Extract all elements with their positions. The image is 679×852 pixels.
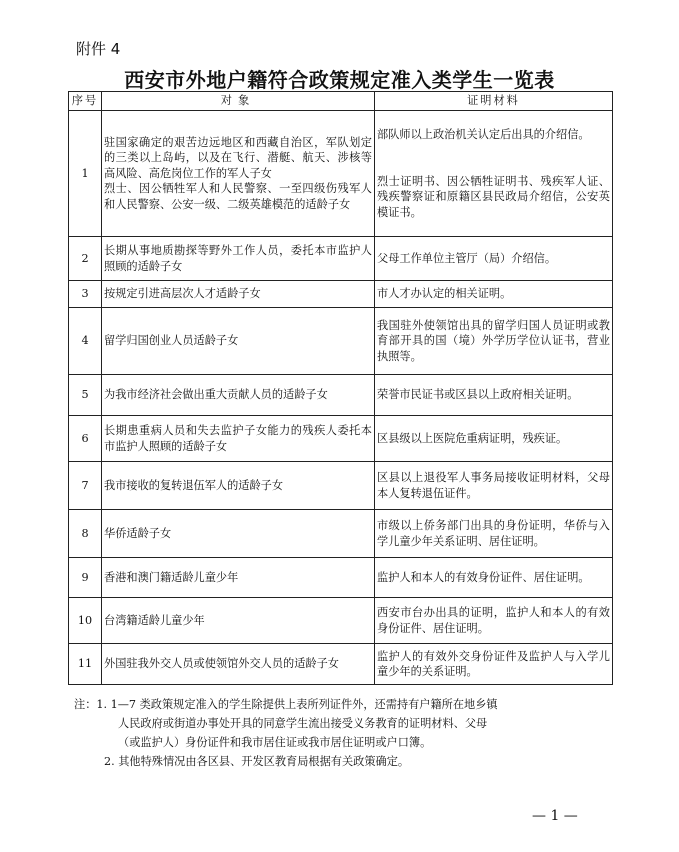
note-1-cont: 人民政府或街道办事处开具的同意学生流出接受义务教育的证明材料、父母: [118, 717, 488, 730]
table-row: [69, 510, 613, 558]
row-object: 我市接收的复转退伍军人的适龄子女: [102, 462, 375, 510]
row-proof: 我国驻外使领馆出具的留学归国人员证明或教育部开具的国（境）外学历学位认证书，营业执照等。: [375, 308, 613, 375]
note-2: 2. 其他特殊情况由各区县、开发区教育局根据有关政策确定。: [104, 755, 410, 768]
table-header-row: [69, 92, 613, 111]
row-proof: 监护人和本人的有效身份证件、居住证明。: [375, 558, 613, 598]
row-proof: 区县以上退役军人事务局接收证明材料，父母本人复转退伍证件。: [375, 462, 613, 510]
row-number: 11: [69, 644, 102, 685]
table-row: [69, 644, 613, 685]
row-number: 5: [69, 375, 102, 416]
row-number: 9: [69, 558, 102, 598]
attachment-label: 附件 4: [76, 40, 121, 58]
row-proof: 父母工作单位主管厅（局）介绍信。: [375, 237, 613, 281]
table-row: [69, 598, 613, 644]
note-1-cont2: （或监护人）身份证件和我市居住证或我市居住证明或户口簿。: [118, 736, 432, 749]
row-number: 10: [69, 598, 102, 644]
notes: [74, 695, 619, 771]
row-object: 华侨适龄子女: [102, 510, 375, 558]
table-row: [69, 308, 613, 375]
row-number: 2: [69, 237, 102, 281]
row-proof: 部队师以上政治机关认定后出具的介绍信。 烈士证明书、因公牺牲证明书、残疾军人证、残疾警察证和原籍区县民政局介绍信，公安英模证书。: [375, 111, 613, 237]
header-object: 对象: [102, 92, 375, 111]
row-number: 7: [69, 462, 102, 510]
row-proof: 市级以上侨务部门出具的身份证明，华侨与入学儿童少年关系证明、居住证明。: [375, 510, 613, 558]
table-row: [69, 281, 613, 308]
table-row: [69, 416, 613, 462]
table-row: [69, 558, 613, 598]
row-proof: 监护人的有效外交身份证件及监护人与入学儿童少年的关系证明。: [375, 644, 613, 685]
row-object: 长期从事地质勘探等野外工作人员，委托本市监护人照顾的适龄子女: [102, 237, 375, 281]
row-number: 3: [69, 281, 102, 308]
row-proof: 区县级以上医院危重病证明，残疾证。: [375, 416, 613, 462]
header-number: 序号: [69, 92, 102, 111]
header-proof: 证明材料: [375, 92, 613, 111]
row-object: 外国驻我外交人员或使领馆外交人员的适龄子女: [102, 644, 375, 685]
row-proof: 西安市台办出具的证明，监护人和本人的有效身份证件、居住证明。: [375, 598, 613, 644]
row-number: 6: [69, 416, 102, 462]
row-object: 香港和澳门籍适龄儿童少年: [102, 558, 375, 598]
row-object: 按规定引进高层次人才适龄子女: [102, 281, 375, 308]
table-row: [69, 375, 613, 416]
row-proof: 市人才办认定的相关证明。: [375, 281, 613, 308]
row-object: 为我市经济社会做出重大贡献人员的适龄子女: [102, 375, 375, 416]
page-number: — 1 —: [532, 808, 578, 824]
row-object: 驻国家确定的艰苦边远地区和西藏自治区，军队划定的三类以上岛屿，以及在飞行、潜艇、航天、涉核等高风险、高危岗位工作的军人子女 烈士、因公牺牲军人和人民警察、一至四级伤残军人和人民警察、公安一级、二级英雄模范的适龄子女: [102, 111, 375, 237]
row-object: 长期患重病人员和失去监护子女能力的残疾人委托本市监护人照顾的适龄子女: [102, 416, 375, 462]
row-proof: 荣誉市民证书或区县以上政府相关证明。: [375, 375, 613, 416]
table-row: [69, 237, 613, 281]
page-title: 西安市外地户籍符合政策规定准入类学生一览表: [124, 68, 555, 92]
policy-table: [68, 91, 613, 685]
row-object: 台湾籍适龄儿童少年: [102, 598, 375, 644]
row-number: 1: [69, 111, 102, 237]
row-number: 4: [69, 308, 102, 375]
table-row: [69, 462, 613, 510]
row-number: 8: [69, 510, 102, 558]
table-row: [69, 111, 613, 237]
row-object: 留学归国创业人员适龄子女: [102, 308, 375, 375]
note-1: 注：1. 1—7 类政策规定准入的学生除提供上表所列证件外，还需持有户籍所在地乡镇: [74, 698, 498, 711]
